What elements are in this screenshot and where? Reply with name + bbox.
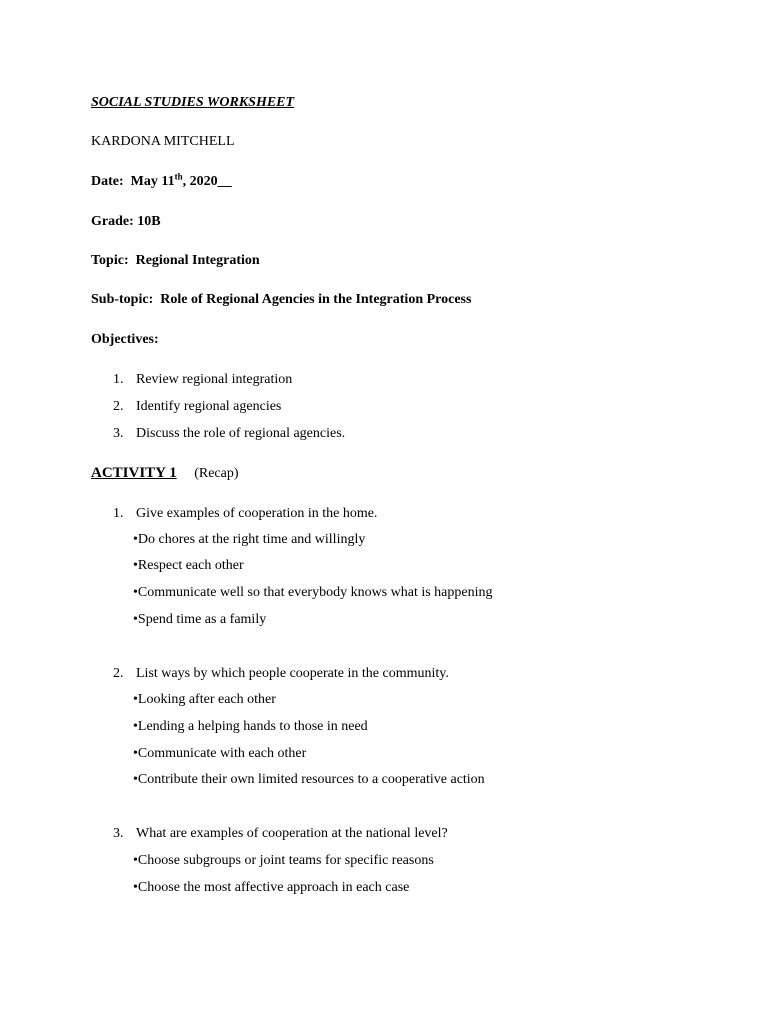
activity-heading (91, 465, 239, 482)
answer-item: •Do chores at the right time and willingly (133, 532, 366, 547)
topic-line (91, 253, 260, 269)
objective-item: Review regional integration (136, 372, 293, 387)
objectives-heading: Objectives: (91, 332, 159, 347)
date-sup: th (174, 171, 183, 182)
answer-item: •Contribute their own limited resources to a cooperative action (133, 772, 485, 787)
date-label: Date: (91, 174, 124, 189)
student-name: KARDONA MITCHELL (91, 134, 235, 149)
answer-item: •Choose the most affective approach in each case (133, 880, 410, 895)
grade-line (91, 214, 161, 230)
activity-title: ACTIVITY 1 (91, 465, 177, 481)
objective-item: Identify regional agencies (136, 399, 282, 414)
grade-value: 10B (137, 214, 161, 229)
activity-note: (Recap) (194, 466, 239, 481)
objective-item: Discuss the role of regional agencies. (136, 426, 346, 441)
subtopic-label: Sub-topic: (91, 292, 154, 307)
answer-item: •Respect each other (133, 558, 244, 573)
date-day: May 11 (130, 174, 175, 189)
worksheet-title: SOCIAL STUDIES WORKSHEET (91, 95, 295, 110)
answer-item: •Spend time as a family (133, 612, 267, 627)
date-line (91, 171, 232, 190)
question-text: What are examples of cooperation at the national level? (136, 826, 448, 841)
objective-number: 1. (113, 372, 124, 387)
question-number: 3. (113, 826, 124, 841)
answer-item: •Choose subgroups or joint teams for specific reasons (133, 853, 434, 868)
question-number: 1. (113, 506, 124, 521)
answer-item: •Communicate well so that everybody knows what is happening (133, 585, 493, 600)
question-number: 2. (113, 666, 124, 681)
objective-number: 2. (113, 399, 124, 414)
subtopic-value: Role of Regional Agencies in the Integration Process (160, 292, 472, 307)
question-text: Give examples of cooperation in the home. (136, 506, 378, 521)
answer-item: •Lending a helping hands to those in need (133, 719, 368, 734)
answer-item: •Communicate with each other (133, 746, 307, 761)
objective-number: 3. (113, 426, 124, 441)
answer-item: •Looking after each other (133, 692, 276, 707)
topic-value: Regional Integration (135, 253, 260, 268)
topic-label: Topic: (91, 253, 129, 268)
subtopic-line (91, 292, 471, 308)
grade-label: Grade: (91, 214, 134, 229)
question-text: List ways by which people cooperate in the community. (136, 666, 449, 681)
date-rest: , 2020__ (182, 174, 232, 189)
